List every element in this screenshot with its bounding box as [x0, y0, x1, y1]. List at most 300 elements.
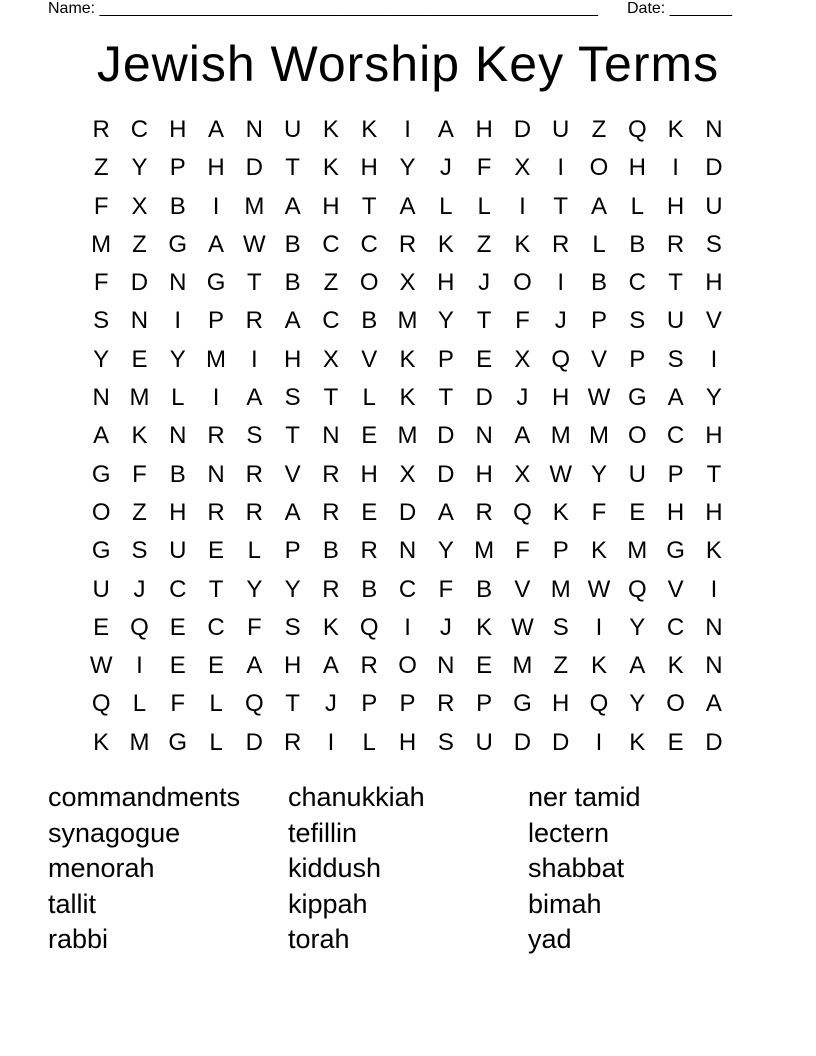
- grid-letter: I: [212, 384, 220, 412]
- grid-letter: S: [437, 728, 454, 756]
- grid-letter: S: [284, 384, 301, 412]
- grid-letter: N: [207, 460, 225, 488]
- word-list-item: tallit: [48, 888, 97, 919]
- grid-letter: Y: [169, 345, 186, 373]
- grid-letter: W: [587, 575, 611, 603]
- grid-letter: X: [514, 154, 531, 182]
- grid-letter: Z: [323, 269, 339, 297]
- grid-letter: Y: [591, 460, 608, 488]
- grid-letter: T: [706, 460, 722, 488]
- grid-letter: L: [362, 728, 376, 756]
- grid-letter: Q: [91, 690, 111, 718]
- grid-letter: T: [361, 192, 377, 220]
- grid-letter: A: [514, 422, 531, 450]
- grid-letter: X: [322, 345, 339, 373]
- grid-letter: I: [136, 652, 143, 680]
- grid-letter: K: [399, 345, 416, 373]
- grid-letter: I: [710, 345, 718, 373]
- grid-letter: D: [245, 728, 263, 756]
- grid-letter: Q: [359, 613, 379, 641]
- grid-letter: N: [92, 384, 110, 412]
- date-field-label: Date: _______: [627, 0, 732, 17]
- grid-letter: U: [628, 460, 646, 488]
- grid-letter: O: [666, 690, 685, 718]
- grid-letter: Q: [627, 575, 647, 603]
- grid-letter: I: [519, 192, 526, 220]
- page-title: Jewish Worship Key Terms: [96, 36, 720, 92]
- grid-letter: B: [476, 575, 493, 603]
- grid-letter: M: [550, 575, 571, 603]
- grid-letter: K: [629, 728, 646, 756]
- grid-letter: Y: [93, 345, 110, 373]
- grid-letter: N: [705, 613, 723, 641]
- grid-letter: H: [705, 422, 723, 450]
- grid-letter: K: [322, 116, 339, 143]
- grid-letter: F: [438, 575, 454, 603]
- grid-letter: Y: [437, 307, 454, 335]
- grid-letter: Z: [476, 230, 492, 258]
- grid-letter: M: [129, 384, 150, 412]
- grid-letter: D: [245, 154, 263, 182]
- grid-letter: W: [243, 230, 266, 258]
- grid-letter: Y: [629, 613, 646, 641]
- grid-letter: F: [170, 690, 186, 718]
- grid-letter: Q: [589, 690, 609, 718]
- grid-letter: J: [478, 269, 491, 297]
- grid-letter: R: [283, 728, 302, 756]
- grid-letter: V: [514, 575, 531, 603]
- grid-letter: B: [361, 307, 378, 335]
- grid-letter: F: [132, 460, 147, 488]
- grid-letter: P: [169, 154, 186, 182]
- grid-letter: R: [207, 422, 225, 450]
- grid-letter: C: [322, 307, 340, 335]
- grid-letter: L: [209, 690, 223, 718]
- grid-letter: C: [322, 230, 340, 258]
- grid-letter: N: [475, 422, 493, 450]
- grid-letter: P: [591, 307, 608, 335]
- grid-letter: X: [514, 460, 531, 488]
- grid-letter: D: [552, 728, 570, 756]
- grid-letter: J: [324, 690, 337, 718]
- grid-letter: H: [398, 728, 417, 756]
- grid-letter: J: [133, 575, 146, 603]
- grid-letter: R: [360, 537, 378, 565]
- grid-letter: S: [131, 537, 148, 565]
- grid-letter: A: [629, 652, 646, 680]
- grid-letter: K: [667, 116, 684, 143]
- grid-letter: J: [439, 613, 452, 641]
- grid-letter: O: [359, 269, 379, 297]
- grid-letter: E: [169, 613, 186, 641]
- grid-letter: N: [705, 652, 723, 680]
- grid-letter: A: [437, 116, 454, 143]
- grid-letter: H: [169, 498, 187, 526]
- grid-letter: Y: [284, 575, 301, 603]
- grid-letter: N: [245, 116, 263, 143]
- grid-letter: N: [398, 537, 417, 565]
- grid-letter: A: [208, 230, 225, 258]
- grid-letter: Z: [132, 498, 147, 526]
- grid-letter: F: [515, 537, 530, 565]
- grid-letter: D: [705, 154, 723, 182]
- grid-letter: L: [362, 384, 376, 412]
- grid-letter: M: [627, 537, 648, 565]
- grid-letter: R: [552, 230, 570, 258]
- grid-letter: U: [552, 116, 570, 143]
- grid-letter: Z: [553, 652, 569, 680]
- grid-letter: L: [592, 230, 606, 258]
- grid-letter: P: [284, 537, 301, 565]
- grid-letter: L: [247, 537, 262, 565]
- grid-letter: Q: [551, 345, 571, 373]
- grid-letter: P: [361, 690, 378, 718]
- grid-letter: Z: [132, 230, 147, 258]
- grid-letter: N: [322, 422, 340, 450]
- grid-letter: F: [247, 613, 262, 641]
- grid-letter: C: [398, 575, 417, 603]
- word-list-item: yad: [528, 924, 572, 954]
- grid-letter: P: [629, 345, 646, 373]
- grid-letter: H: [705, 269, 723, 297]
- grid-letter: C: [130, 116, 149, 143]
- grid-letter: D: [475, 384, 493, 412]
- grid-letter: D: [513, 116, 532, 143]
- grid-letter: M: [397, 422, 418, 450]
- grid-letter: S: [705, 230, 722, 258]
- grid-letter: R: [437, 690, 455, 718]
- grid-letter: H: [666, 192, 685, 220]
- grid-letter: D: [513, 728, 532, 756]
- grid-letter: E: [476, 345, 493, 373]
- word-list-item: lectern: [528, 817, 610, 848]
- word-list-item: menorah: [48, 853, 155, 883]
- grid-letter: R: [245, 498, 263, 526]
- grid-letter: P: [437, 345, 454, 373]
- grid-letter: M: [589, 422, 609, 450]
- word-list-item: commandments: [48, 782, 241, 812]
- grid-letter: J: [439, 154, 452, 182]
- word-list: [48, 780, 768, 958]
- grid-letter: U: [666, 307, 685, 335]
- grid-letter: T: [208, 575, 224, 603]
- grid-letter: H: [552, 690, 570, 718]
- grid-letter: D: [130, 269, 149, 297]
- grid-letter: B: [284, 269, 301, 297]
- grid-letter: Q: [627, 116, 647, 143]
- grid-letter: Z: [591, 116, 607, 143]
- grid-letter: G: [206, 269, 226, 297]
- grid-letter: I: [595, 613, 603, 641]
- grid-letter: P: [399, 690, 416, 718]
- grid-letter: O: [398, 652, 417, 680]
- grid-letter: M: [550, 422, 571, 450]
- grid-letter: L: [171, 384, 185, 412]
- grid-letter: M: [474, 537, 495, 565]
- grid-letter: C: [360, 230, 378, 258]
- grid-letter: T: [323, 384, 339, 412]
- grid-letter: P: [667, 460, 684, 488]
- grid-letter: T: [247, 269, 262, 297]
- grid-letter: Y: [131, 154, 148, 182]
- grid-letter: L: [630, 192, 644, 220]
- grid-letter: M: [244, 192, 265, 220]
- word-list-item: kiddush: [288, 853, 382, 883]
- grid-letter: H: [360, 460, 378, 488]
- grid-letter: H: [283, 652, 302, 680]
- grid-letter: N: [169, 269, 187, 297]
- grid-letter: E: [208, 537, 225, 565]
- grid-letter: I: [212, 192, 220, 220]
- grid-letter: E: [361, 498, 378, 526]
- word-list-item: torah: [288, 924, 350, 954]
- grid-letter: Q: [130, 613, 149, 641]
- grid-letter: I: [404, 116, 411, 143]
- word-list-item: synagogue: [48, 817, 181, 848]
- grid-letter: K: [437, 230, 454, 258]
- grid-letter: A: [284, 498, 301, 526]
- grid-letter: H: [705, 498, 723, 526]
- grid-letter: B: [169, 192, 186, 220]
- grid-letter: R: [92, 116, 110, 143]
- grid-letter: H: [437, 269, 455, 297]
- grid-letter: Y: [705, 384, 722, 412]
- grid-letter: O: [91, 498, 111, 526]
- grid-letter: R: [322, 575, 340, 603]
- grid-letter: E: [629, 498, 646, 526]
- grid-letter: N: [130, 307, 149, 335]
- grid-letter: K: [399, 384, 416, 412]
- grid-letter: L: [209, 728, 223, 756]
- grid-letter: G: [168, 230, 188, 258]
- word-list-item: shabbat: [528, 853, 625, 883]
- grid-letter: G: [666, 537, 685, 565]
- grid-letter: B: [169, 460, 186, 488]
- grid-letter: X: [514, 345, 531, 373]
- grid-letter: A: [437, 498, 454, 526]
- grid-letter: I: [327, 728, 335, 756]
- grid-letter: T: [476, 307, 492, 335]
- grid-letter: L: [439, 192, 453, 220]
- grid-letter: W: [511, 613, 534, 641]
- grid-letter: U: [92, 575, 110, 603]
- grid-letter: K: [322, 613, 339, 641]
- grid-letter: X: [399, 460, 416, 488]
- grid-letter: A: [322, 652, 339, 680]
- grid-letter: A: [284, 307, 301, 335]
- word-list-item: rabbi: [48, 924, 109, 954]
- grid-letter: D: [705, 728, 723, 756]
- grid-letter: H: [322, 192, 340, 220]
- grid-letter: F: [515, 307, 530, 335]
- grid-letter: F: [591, 498, 607, 526]
- grid-letter: K: [476, 613, 493, 641]
- grid-letter: D: [437, 422, 455, 450]
- grid-letter: A: [705, 690, 722, 718]
- grid-letter: Y: [437, 537, 454, 565]
- grid-letter: J: [516, 384, 529, 412]
- grid-letter: A: [246, 652, 263, 680]
- grid-letter: K: [361, 116, 378, 143]
- name-field-label: Name: ________________________________________________________: [48, 0, 598, 17]
- grid-letter: R: [360, 652, 378, 680]
- grid-letter: A: [399, 192, 416, 220]
- grid-letter: S: [667, 345, 684, 373]
- grid-letter: G: [627, 384, 647, 412]
- grid-letter: X: [399, 269, 416, 297]
- grid-letter: T: [285, 154, 300, 182]
- grid-letter: Y: [399, 154, 416, 182]
- word-list-item: tefillin: [288, 817, 358, 848]
- grid-letter: E: [476, 652, 493, 680]
- grid-letter: K: [591, 537, 608, 565]
- grid-letter: B: [322, 537, 339, 565]
- grid-letter: Y: [246, 575, 263, 603]
- grid-letter: E: [361, 422, 378, 450]
- grid-letter: I: [251, 345, 258, 373]
- grid-letter: K: [93, 728, 110, 756]
- grid-letter: R: [666, 230, 685, 258]
- grid-letter: B: [591, 269, 608, 297]
- grid-letter: U: [169, 537, 187, 565]
- word-list-item: bimah: [528, 888, 602, 919]
- grid-letter: S: [93, 307, 110, 335]
- grid-letter: S: [552, 613, 569, 641]
- grid-letter: S: [284, 613, 301, 641]
- grid-letter: Q: [513, 498, 532, 526]
- grid-letter: I: [557, 154, 565, 182]
- grid-letter: M: [512, 652, 533, 680]
- grid-letter: H: [207, 154, 225, 182]
- grid-letter: G: [91, 460, 111, 488]
- grid-letter: C: [628, 269, 646, 297]
- grid-letter: I: [557, 269, 565, 297]
- grid-letter: N: [705, 116, 723, 143]
- grid-letter: W: [587, 384, 611, 412]
- grid-letter: R: [245, 460, 263, 488]
- grid-letter: W: [549, 460, 573, 488]
- grid-letter: H: [169, 116, 187, 143]
- grid-letter: F: [93, 192, 109, 220]
- grid-letter: H: [360, 154, 378, 182]
- grid-letter: E: [93, 613, 110, 641]
- grid-letter: E: [131, 345, 148, 373]
- grid-letter: H: [475, 116, 493, 143]
- letter-grid: [82, 111, 733, 762]
- grid-letter: N: [437, 652, 455, 680]
- grid-letter: I: [174, 307, 182, 335]
- grid-letter: C: [666, 613, 685, 641]
- grid-letter: T: [553, 192, 569, 220]
- grid-letter: D: [398, 498, 417, 526]
- grid-letter: G: [91, 537, 111, 565]
- grid-letter: N: [169, 422, 187, 450]
- grid-letter: A: [284, 192, 301, 220]
- grid-letter: C: [169, 575, 187, 603]
- grid-letter: V: [361, 345, 378, 373]
- grid-letter: Q: [245, 690, 264, 718]
- grid-letter: V: [705, 307, 722, 335]
- word-list-item: ner tamid: [528, 782, 641, 812]
- grid-letter: F: [93, 269, 109, 297]
- grid-letter: R: [475, 498, 493, 526]
- grid-letter: R: [398, 230, 417, 258]
- grid-letter: U: [283, 116, 302, 143]
- grid-letter: W: [89, 652, 113, 680]
- grid-letter: K: [514, 230, 531, 258]
- grid-letter: T: [285, 422, 300, 450]
- grid-letter: V: [591, 345, 608, 373]
- grid-letter: A: [208, 116, 225, 143]
- grid-letter: I: [404, 613, 411, 641]
- grid-letter: T: [438, 384, 454, 412]
- grid-letter: K: [667, 652, 684, 680]
- grid-letter: M: [397, 307, 418, 335]
- grid-letter: V: [284, 460, 301, 488]
- grid-letter: H: [666, 498, 685, 526]
- grid-letter: T: [285, 690, 300, 718]
- grid-letter: U: [705, 192, 723, 220]
- grid-letter: P: [552, 537, 569, 565]
- grid-letter: K: [705, 537, 722, 565]
- word-list-item: chanukkiah: [288, 782, 425, 812]
- grid-letter: H: [552, 384, 570, 412]
- grid-letter: D: [437, 460, 455, 488]
- grid-letter: Z: [93, 154, 109, 182]
- grid-letter: B: [629, 230, 646, 258]
- grid-letter: X: [131, 192, 148, 220]
- grid-letter: B: [361, 575, 378, 603]
- grid-letter: R: [322, 460, 340, 488]
- grid-letter: M: [91, 230, 112, 258]
- grid-letter: K: [552, 498, 569, 526]
- grid-letter: H: [628, 154, 646, 182]
- grid-letter: K: [591, 652, 608, 680]
- grid-letter: A: [667, 384, 684, 412]
- grid-letter: R: [245, 307, 263, 335]
- grid-letter: V: [667, 575, 684, 603]
- grid-letter: A: [246, 384, 263, 412]
- grid-letter: E: [667, 728, 684, 756]
- grid-letter: A: [591, 192, 608, 220]
- grid-letter: O: [589, 154, 609, 182]
- grid-letter: G: [513, 690, 532, 718]
- grid-letter: J: [554, 307, 567, 335]
- grid-letter: H: [283, 345, 302, 373]
- grid-letter: C: [207, 613, 225, 641]
- grid-letter: O: [627, 422, 647, 450]
- grid-letter: G: [168, 728, 188, 756]
- grid-letter: E: [208, 652, 225, 680]
- grid-letter: S: [246, 422, 263, 450]
- grid-letter: U: [475, 728, 493, 756]
- grid-letter: I: [710, 575, 718, 603]
- grid-letter: P: [476, 690, 493, 718]
- grid-letter: Y: [629, 690, 646, 718]
- grid-letter: M: [129, 728, 150, 756]
- word-list-item: kippah: [288, 888, 368, 919]
- grid-letter: P: [208, 307, 225, 335]
- grid-letter: A: [93, 422, 110, 450]
- grid-letter: I: [595, 728, 603, 756]
- grid-letter: S: [629, 307, 646, 335]
- grid-letter: K: [322, 154, 339, 182]
- grid-letter: M: [206, 345, 227, 373]
- grid-letter: O: [513, 269, 532, 297]
- grid-letter: H: [475, 460, 493, 488]
- grid-letter: R: [322, 498, 340, 526]
- grid-letter: B: [284, 230, 301, 258]
